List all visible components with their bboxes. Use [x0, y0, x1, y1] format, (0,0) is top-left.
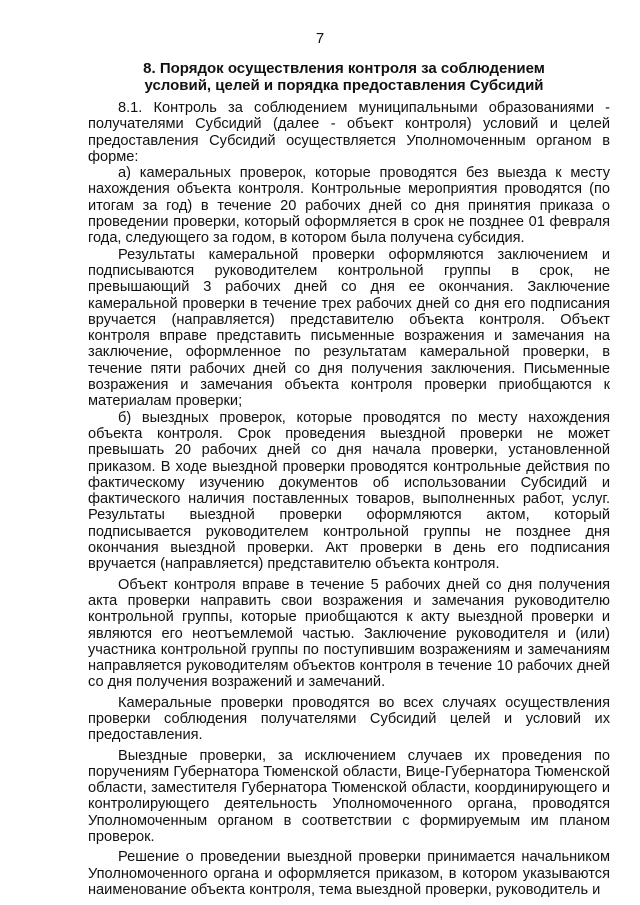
- paragraph-field-audit-decision: Решение о проведении выездной проверки принимается начальником Уполномоченного органа и оформляется приказом, в котором указываются наименование объекта контроля, тема выездной проверки, руководитель и: [88, 849, 610, 898]
- paragraph-objections: Объект контроля вправе в течение 5 рабочих дней со дня получения акта проверки направить свои возражения и замечания руководителю контрольной группы, которые приобщаются к акту выездной проверки и являются его неотъемлемой частью. Заключение руководителя и (или) участника контрольной группы по поступившим возражениям и замечаниям направляется руководителям объектов контроля в течение 10 рабочих дней со дня получения возражений и замечаний.: [88, 576, 610, 691]
- page-number: 7: [315, 30, 325, 47]
- document-body: [88, 100, 610, 898]
- paragraph-8-1: 8.1. Контроль за соблюдением муниципальными образованиями - получателями Субсидий (далее - объект контроля) условий и целей предоставления Субсидий осуществляется Уполномоченным органом в форме:: [88, 100, 610, 165]
- paragraph-field-audits: б) выездных проверок, которые проводятся по месту нахождения объекта контроля. Срок проведения выездной проверки не может превышать 20 рабочих дней со дня начала проверки, установленной приказом. В ходе выездной проверки проводятся контрольные действия по фактическому изучению документов об использовании Субсидий и фактического наличия поставленных товаров, выполненных работ, услуг. Результаты выездной проверки оформляются актом, который подписывается руководителем контрольной группы не позднее дня окончания выездной проверки. Акт проверки в день его подписания вручается (направляется) представителю объекта контроля.: [88, 409, 610, 573]
- section-heading: 8. Порядок осуществления контроля за соблюдением условий, целей и порядка предоставления Субсидий: [143, 60, 545, 94]
- paragraph-desk-audit-cases: Камеральные проверки проводятся во всех случаях осуществления проверки соблюдения получателями Субсидий целей и условий их предоставления.: [88, 694, 610, 744]
- paragraph-desk-audits: а) камеральных проверок, которые проводятся без выезда к месту нахождения объекта контроля. Контрольные мероприятия проводятся (по итогам за год) в течение 20 рабочих дней со дня принятия приказа о проведении проверки, который оформляется в срок не позднее 01 февраля года, следующего за годом, в котором была получена субсидия.: [88, 165, 610, 247]
- paragraph-desk-audit-results: Результаты камеральной проверки оформляются заключением и подписываются руководителем контрольной группы в срок, не превышающий 3 рабочих дней со дня ее окончания. Заключение камеральной проверки в течение трех рабочих дней со дня его подписания вручается (направляется) представителю объекта контроля. Объект контроля вправе представить письменные возражения и замечания на заключение, оформленное по результатам камеральной проверки, в течение пяти рабочих дней со дня получения заключения. Письменные возражения и замечания объекта контроля проверки приобщаются к материалам проверки;: [88, 246, 610, 410]
- paragraph-field-audit-plan: Выездные проверки, за исключением случаев их проведения по поручениям Губернатора Тюменской области, Вице-Губернатора Тюменской области, заместителя Губернатора Тюменской области, координирующего и контролирующего деятельность Уполномоченного органа, проводятся Уполномоченным органом в соответствии с формируемым им планом проверок.: [88, 747, 610, 846]
